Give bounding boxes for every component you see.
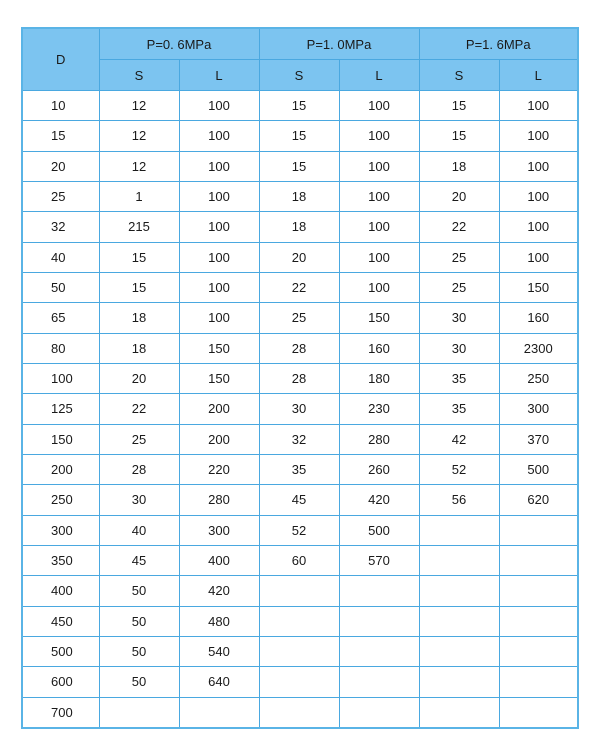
table-row bbox=[22, 606, 578, 636]
s-cell: 25 bbox=[419, 272, 499, 302]
l-cell: 180 bbox=[339, 363, 419, 393]
s-cell: 18 bbox=[99, 303, 179, 333]
table-row bbox=[22, 272, 578, 302]
l-cell: 100 bbox=[499, 242, 578, 272]
l-cell: 100 bbox=[339, 151, 419, 181]
l-cell bbox=[499, 636, 578, 666]
table-row bbox=[22, 515, 578, 545]
l-cell: 400 bbox=[179, 545, 259, 575]
s-cell: 12 bbox=[99, 121, 179, 151]
s-cell: 50 bbox=[99, 636, 179, 666]
d-cell: 80 bbox=[22, 333, 99, 363]
l-cell: 150 bbox=[499, 272, 578, 302]
s-cell: 30 bbox=[259, 394, 339, 424]
d-cell: 65 bbox=[22, 303, 99, 333]
l-cell: 540 bbox=[179, 636, 259, 666]
s-cell: 35 bbox=[419, 363, 499, 393]
d-cell: 100 bbox=[22, 363, 99, 393]
d-cell: 25 bbox=[22, 181, 99, 211]
l-cell bbox=[499, 576, 578, 606]
group-header-p06: P=0. 6MPa bbox=[99, 28, 259, 60]
s-cell bbox=[259, 576, 339, 606]
l-cell bbox=[339, 667, 419, 697]
s-cell bbox=[419, 606, 499, 636]
s-cell: 1 bbox=[99, 181, 179, 211]
subheader-l: L bbox=[499, 60, 578, 91]
s-cell: 215 bbox=[99, 212, 179, 242]
table-row bbox=[22, 151, 578, 181]
d-cell: 450 bbox=[22, 606, 99, 636]
s-cell: 30 bbox=[419, 333, 499, 363]
s-cell: 22 bbox=[99, 394, 179, 424]
l-cell: 100 bbox=[179, 181, 259, 211]
subheader-s: S bbox=[419, 60, 499, 91]
header-row-groups bbox=[22, 28, 578, 60]
s-cell: 30 bbox=[419, 303, 499, 333]
s-cell: 15 bbox=[419, 121, 499, 151]
s-cell: 15 bbox=[259, 91, 339, 121]
s-cell bbox=[419, 697, 499, 728]
d-cell: 200 bbox=[22, 454, 99, 484]
s-cell: 50 bbox=[99, 606, 179, 636]
l-cell: 500 bbox=[499, 454, 578, 484]
l-cell bbox=[499, 697, 578, 728]
s-cell bbox=[419, 576, 499, 606]
l-cell: 150 bbox=[179, 363, 259, 393]
l-cell: 620 bbox=[499, 485, 578, 515]
subheader-s: S bbox=[99, 60, 179, 91]
l-cell: 150 bbox=[179, 333, 259, 363]
d-cell: 40 bbox=[22, 242, 99, 272]
l-cell: 2300 bbox=[499, 333, 578, 363]
l-cell: 420 bbox=[339, 485, 419, 515]
table-row bbox=[22, 667, 578, 697]
s-cell: 15 bbox=[259, 151, 339, 181]
l-cell: 100 bbox=[179, 242, 259, 272]
l-cell: 100 bbox=[499, 151, 578, 181]
s-cell: 18 bbox=[419, 151, 499, 181]
l-cell: 150 bbox=[339, 303, 419, 333]
l-cell bbox=[339, 636, 419, 666]
subheader-l: L bbox=[179, 60, 259, 91]
s-cell bbox=[99, 697, 179, 728]
pressure-dimension-table bbox=[21, 27, 579, 729]
d-cell: 350 bbox=[22, 545, 99, 575]
table-row bbox=[22, 576, 578, 606]
subheader-l: L bbox=[339, 60, 419, 91]
d-cell: 125 bbox=[22, 394, 99, 424]
group-header-p16: P=1. 6MPa bbox=[419, 28, 578, 60]
corner-header-d: D bbox=[22, 28, 99, 91]
table-row bbox=[22, 121, 578, 151]
d-cell: 300 bbox=[22, 515, 99, 545]
s-cell: 15 bbox=[99, 272, 179, 302]
l-cell: 100 bbox=[499, 181, 578, 211]
s-cell: 20 bbox=[419, 181, 499, 211]
l-cell: 300 bbox=[179, 515, 259, 545]
d-cell: 50 bbox=[22, 272, 99, 302]
header-row-sub bbox=[22, 60, 578, 91]
s-cell: 28 bbox=[99, 454, 179, 484]
l-cell: 100 bbox=[499, 91, 578, 121]
l-cell: 500 bbox=[339, 515, 419, 545]
subheader-s: S bbox=[259, 60, 339, 91]
s-cell bbox=[259, 667, 339, 697]
l-cell: 100 bbox=[339, 181, 419, 211]
l-cell: 230 bbox=[339, 394, 419, 424]
l-cell: 100 bbox=[499, 212, 578, 242]
s-cell: 25 bbox=[419, 242, 499, 272]
l-cell bbox=[179, 697, 259, 728]
s-cell: 15 bbox=[419, 91, 499, 121]
l-cell: 100 bbox=[339, 212, 419, 242]
l-cell: 280 bbox=[339, 424, 419, 454]
table-row bbox=[22, 485, 578, 515]
l-cell: 220 bbox=[179, 454, 259, 484]
s-cell: 35 bbox=[419, 394, 499, 424]
s-cell bbox=[419, 545, 499, 575]
table-row bbox=[22, 181, 578, 211]
s-cell: 22 bbox=[259, 272, 339, 302]
d-cell: 10 bbox=[22, 91, 99, 121]
l-cell: 250 bbox=[499, 363, 578, 393]
l-cell: 370 bbox=[499, 424, 578, 454]
l-cell: 100 bbox=[179, 91, 259, 121]
table-row bbox=[22, 91, 578, 121]
group-header-p10: P=1. 0MPa bbox=[259, 28, 419, 60]
table-row bbox=[22, 545, 578, 575]
s-cell: 25 bbox=[259, 303, 339, 333]
l-cell: 260 bbox=[339, 454, 419, 484]
l-cell: 100 bbox=[339, 272, 419, 302]
l-cell bbox=[339, 576, 419, 606]
d-cell: 150 bbox=[22, 424, 99, 454]
d-cell: 15 bbox=[22, 121, 99, 151]
d-cell: 700 bbox=[22, 697, 99, 728]
s-cell: 18 bbox=[99, 333, 179, 363]
table-row bbox=[22, 394, 578, 424]
s-cell: 50 bbox=[99, 667, 179, 697]
s-cell: 22 bbox=[419, 212, 499, 242]
s-cell: 25 bbox=[99, 424, 179, 454]
s-cell: 45 bbox=[99, 545, 179, 575]
s-cell: 40 bbox=[99, 515, 179, 545]
d-cell: 32 bbox=[22, 212, 99, 242]
l-cell: 200 bbox=[179, 394, 259, 424]
d-cell: 500 bbox=[22, 636, 99, 666]
table-row bbox=[22, 636, 578, 666]
l-cell bbox=[339, 606, 419, 636]
l-cell: 100 bbox=[499, 121, 578, 151]
table-row bbox=[22, 424, 578, 454]
s-cell: 52 bbox=[419, 454, 499, 484]
l-cell bbox=[499, 667, 578, 697]
table-row bbox=[22, 363, 578, 393]
s-cell bbox=[259, 606, 339, 636]
l-cell: 100 bbox=[179, 212, 259, 242]
table-row bbox=[22, 333, 578, 363]
table-row bbox=[22, 454, 578, 484]
l-cell bbox=[339, 697, 419, 728]
s-cell: 45 bbox=[259, 485, 339, 515]
l-cell: 570 bbox=[339, 545, 419, 575]
l-cell: 200 bbox=[179, 424, 259, 454]
s-cell bbox=[419, 515, 499, 545]
s-cell: 20 bbox=[259, 242, 339, 272]
l-cell: 100 bbox=[179, 151, 259, 181]
s-cell: 32 bbox=[259, 424, 339, 454]
l-cell bbox=[499, 606, 578, 636]
l-cell: 160 bbox=[339, 333, 419, 363]
l-cell: 100 bbox=[339, 91, 419, 121]
s-cell bbox=[419, 636, 499, 666]
s-cell: 28 bbox=[259, 333, 339, 363]
d-cell: 250 bbox=[22, 485, 99, 515]
l-cell: 100 bbox=[179, 303, 259, 333]
d-cell: 400 bbox=[22, 576, 99, 606]
s-cell bbox=[259, 697, 339, 728]
s-cell: 50 bbox=[99, 576, 179, 606]
l-cell: 480 bbox=[179, 606, 259, 636]
l-cell: 100 bbox=[179, 121, 259, 151]
table-row bbox=[22, 242, 578, 272]
s-cell bbox=[419, 667, 499, 697]
s-cell: 15 bbox=[259, 121, 339, 151]
table-header bbox=[22, 28, 578, 91]
s-cell: 18 bbox=[259, 181, 339, 211]
l-cell: 420 bbox=[179, 576, 259, 606]
s-cell: 18 bbox=[259, 212, 339, 242]
l-cell bbox=[499, 545, 578, 575]
l-cell bbox=[499, 515, 578, 545]
s-cell: 12 bbox=[99, 91, 179, 121]
s-cell bbox=[259, 636, 339, 666]
s-cell: 56 bbox=[419, 485, 499, 515]
table-row bbox=[22, 212, 578, 242]
table-row bbox=[22, 697, 578, 728]
l-cell: 100 bbox=[179, 272, 259, 302]
l-cell: 300 bbox=[499, 394, 578, 424]
l-cell: 640 bbox=[179, 667, 259, 697]
s-cell: 35 bbox=[259, 454, 339, 484]
s-cell: 15 bbox=[99, 242, 179, 272]
table-body bbox=[22, 91, 578, 729]
s-cell: 20 bbox=[99, 363, 179, 393]
table-row bbox=[22, 303, 578, 333]
s-cell: 30 bbox=[99, 485, 179, 515]
d-cell: 20 bbox=[22, 151, 99, 181]
d-cell: 600 bbox=[22, 667, 99, 697]
s-cell: 42 bbox=[419, 424, 499, 454]
s-cell: 52 bbox=[259, 515, 339, 545]
s-cell: 60 bbox=[259, 545, 339, 575]
l-cell: 100 bbox=[339, 242, 419, 272]
s-cell: 12 bbox=[99, 151, 179, 181]
l-cell: 100 bbox=[339, 121, 419, 151]
s-cell: 28 bbox=[259, 363, 339, 393]
l-cell: 280 bbox=[179, 485, 259, 515]
l-cell: 160 bbox=[499, 303, 578, 333]
